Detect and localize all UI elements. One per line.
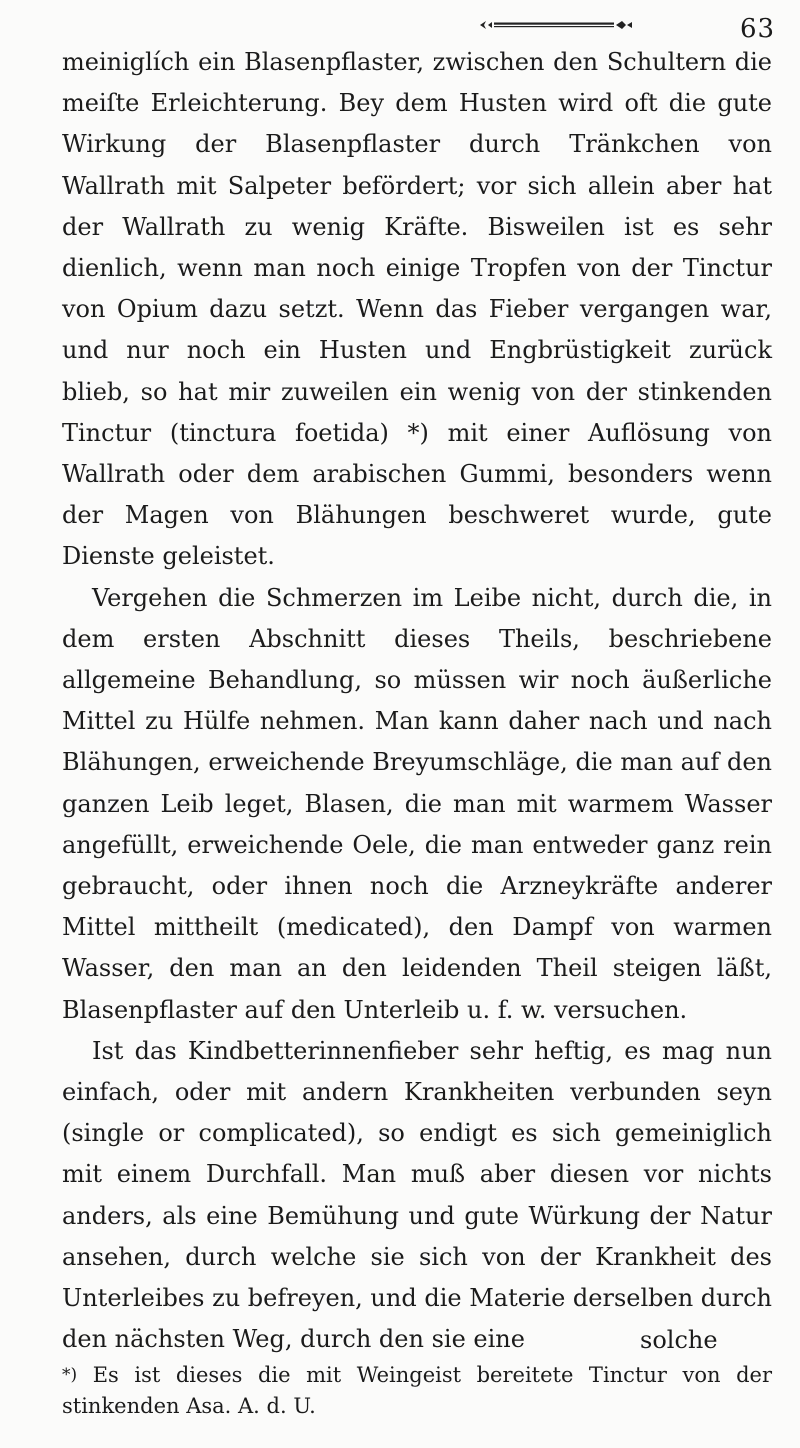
footnote-mark: *) bbox=[62, 1365, 78, 1385]
paragraph: meiniglích ein Blasenpflaster, zwischen den Schultern die meiſte Erleichterung. Bey dem Husten wird oft die gute Wirkung der Blasenpflaster durch Tränkchen von Wallrath mit Salpeter befördert; vor sich allein aber hat der Wallrath zu wenig Kräfte. Bisweilen ist es sehr dienlich, wenn man noch einige Tropfen von der Tinctur von Opium dazu setzt. Wenn das Fieber vergangen war, und nur noch ein Husten und Engbrüstigkeit zurück blieb, so hat mir zuweilen ein wenig von der stinkenden Tinctur (tinctura foetida) *) mit einer Auflösung von Wallrath oder dem arabischen Gummi, besonders wenn der Magen von Blähungen beschweret wurde, gute Dienste geleistet. bbox=[62, 48, 772, 571]
paragraph: Vergehen die Schmerzen im Leibe nicht, durch die, in dem ersten Abschnitt dieses Theils, beschriebene allgemeine Behandlung, so müssen wir noch äußerliche Mittel zu Hülfe nehmen. Man kann daher nach und nach Blähungen, erweichende Breyumschläge, die man auf den ganzen Leib leget, Blasen, die man mit warmem Wasser angefüllt, erweichende Oele, die man entweder ganz rein gebraucht, oder ihnen noch die Arzneykräfte anderer Mittel mittheilt (medicated), den Dampf von warmen Wasser, den man an den leidenden Theil steigen läßt, Blasenpflaster auf den Unterleib u. f. w. versuchen. bbox=[62, 583, 772, 1024]
page-number: 63 bbox=[740, 14, 776, 44]
rule-ornament-icon bbox=[476, 18, 636, 32]
paragraph: Ist das Kindbetterinnenfieber sehr heftig, es mag nun einfach, oder mit andern Krankheiten verbunden seyn (single or complicated), so endigt es sich gemeiniglich mit einem Durchfall. Man muß aber diesen vor nichts anders, als eine Bemühung und gute Würkung der Natur ansehen, durch welche sie sich von der Krankheit des Unterleibes zu befreyen, und die Materie derselben durch den nächsten Weg, durch den sie eine bbox=[62, 1036, 772, 1354]
footnote-text: Es ist dieses die mit Weingeist bereitete Tinctur von der stinkenden Asa. A. d. U. bbox=[62, 1363, 772, 1418]
page-header bbox=[0, 6, 800, 46]
footnote bbox=[62, 1360, 772, 1422]
catchword: solche bbox=[640, 1326, 718, 1354]
main-text bbox=[62, 42, 772, 1361]
